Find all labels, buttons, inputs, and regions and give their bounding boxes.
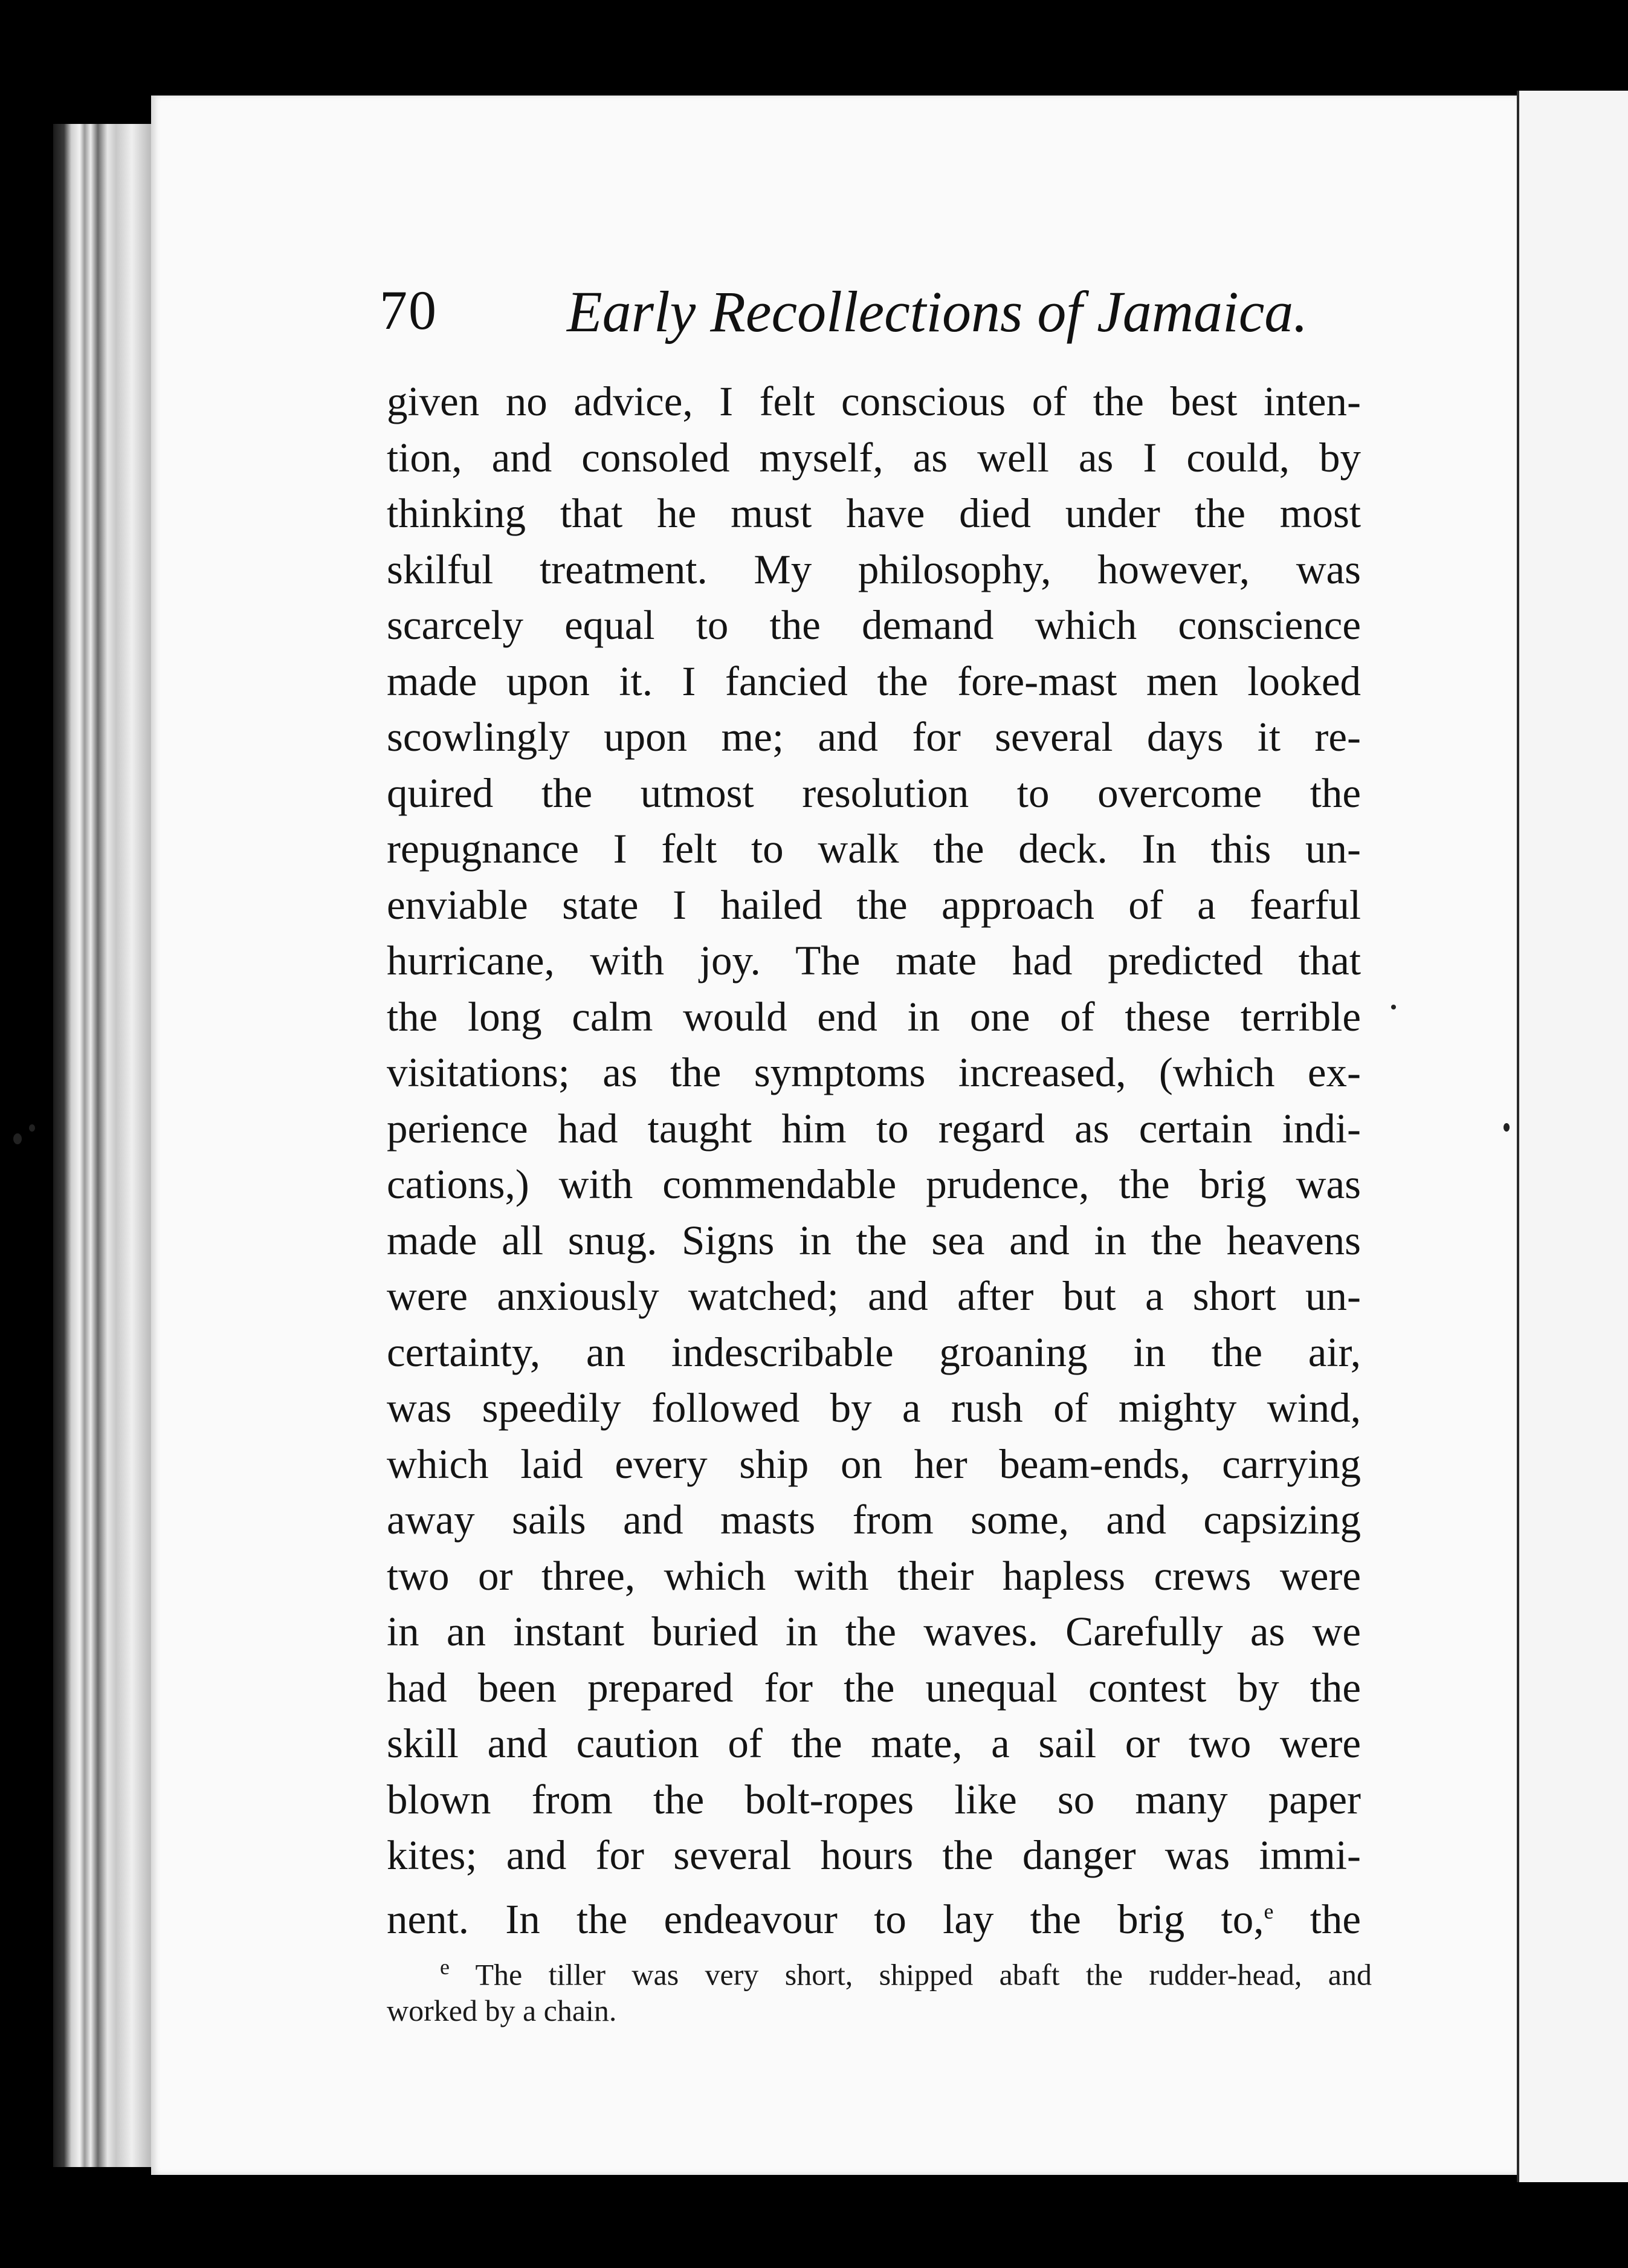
text-line: skill and caution of the mate, a sail or two were (387, 1720, 1361, 1766)
footnote-line: worked by a chain. (387, 1994, 617, 2027)
text-line: tion, and consoled myself, as well as I could, by (387, 434, 1361, 481)
page-header (380, 272, 1371, 351)
text-line: perience had taught him to regard as certain indi- (387, 1105, 1361, 1152)
text-line: visitations; as the symptoms increased, (which ex- (387, 1049, 1361, 1095)
text-line: kites; and for several hours the danger was immi- (387, 1832, 1361, 1878)
line-text: nent. In the endeavour to lay the brig to, (387, 1896, 1264, 1942)
text-line: were anxiously watched; and after but a short un- (387, 1273, 1361, 1319)
text-line: in an instant buried in the waves. Carefully as we (387, 1609, 1361, 1654)
text-line: thinking that he must have died under the most (387, 490, 1361, 536)
footnote-text: The tiller was very short, shipped abaft the rudder-head, and (475, 1957, 1372, 1992)
text-line: away sails and masts from some, and capsizing (387, 1497, 1361, 1543)
scan-speck (1391, 1005, 1396, 1009)
footnote-line (387, 1945, 1372, 1992)
text-line: certainty, an indescribable groaning in the air, (387, 1329, 1361, 1375)
scan-speck (13, 1133, 22, 1144)
text-line: given no advice, I felt conscious of the best inten- (387, 378, 1361, 424)
text-line: made upon it. I fancied the fore-mast men looked (387, 658, 1361, 704)
text-line: had been prepared for the unequal contest by the (387, 1664, 1361, 1711)
text-line: hurricane, with joy. The mate had predicted that (387, 938, 1361, 983)
page-number: 70 (380, 279, 438, 341)
running-title: Early Recollections of Jamaica. (567, 279, 1308, 344)
text-line: was speedily followed by a rush of mighty wind, (387, 1385, 1361, 1431)
text-line: repugnance I felt to walk the deck. In this un- (387, 826, 1361, 872)
text-line-with-footnote-ref (387, 1884, 1361, 1940)
text-line: scarcely equal to the demand which conscience (387, 602, 1361, 648)
text-line: quired the utmost resolution to overcome the (387, 770, 1361, 816)
adjacent-page-edge (1517, 91, 1628, 2182)
line-text: the (1310, 1896, 1361, 1942)
text-line: scowlingly upon me; and for several days it re- (387, 714, 1361, 760)
text-line: blown from the bolt-ropes like so many paper (387, 1776, 1361, 1822)
text-line: the long calm would end in one of these terrible (387, 993, 1361, 1040)
text-line: made all snug. Signs in the sea and in the heavens (387, 1217, 1361, 1263)
footnote-reference: e (1264, 1899, 1274, 1923)
text-line: enviable state I hailed the approach of a fearful (387, 881, 1361, 928)
text-line: cations,) with commendable prudence, the brig was (387, 1161, 1361, 1207)
text-line: two or three, which with their hapless crews were (387, 1552, 1361, 1599)
scan-speck (29, 1124, 35, 1132)
scan-speck (1504, 1123, 1510, 1132)
footnote (387, 1945, 1372, 2032)
footnote-marker: e (440, 1955, 450, 1979)
body-text (387, 374, 1361, 1942)
text-line: skilful treatment. My philosophy, however, was (387, 546, 1361, 592)
text-line: which laid every ship on her beam-ends, carrying (387, 1440, 1361, 1487)
